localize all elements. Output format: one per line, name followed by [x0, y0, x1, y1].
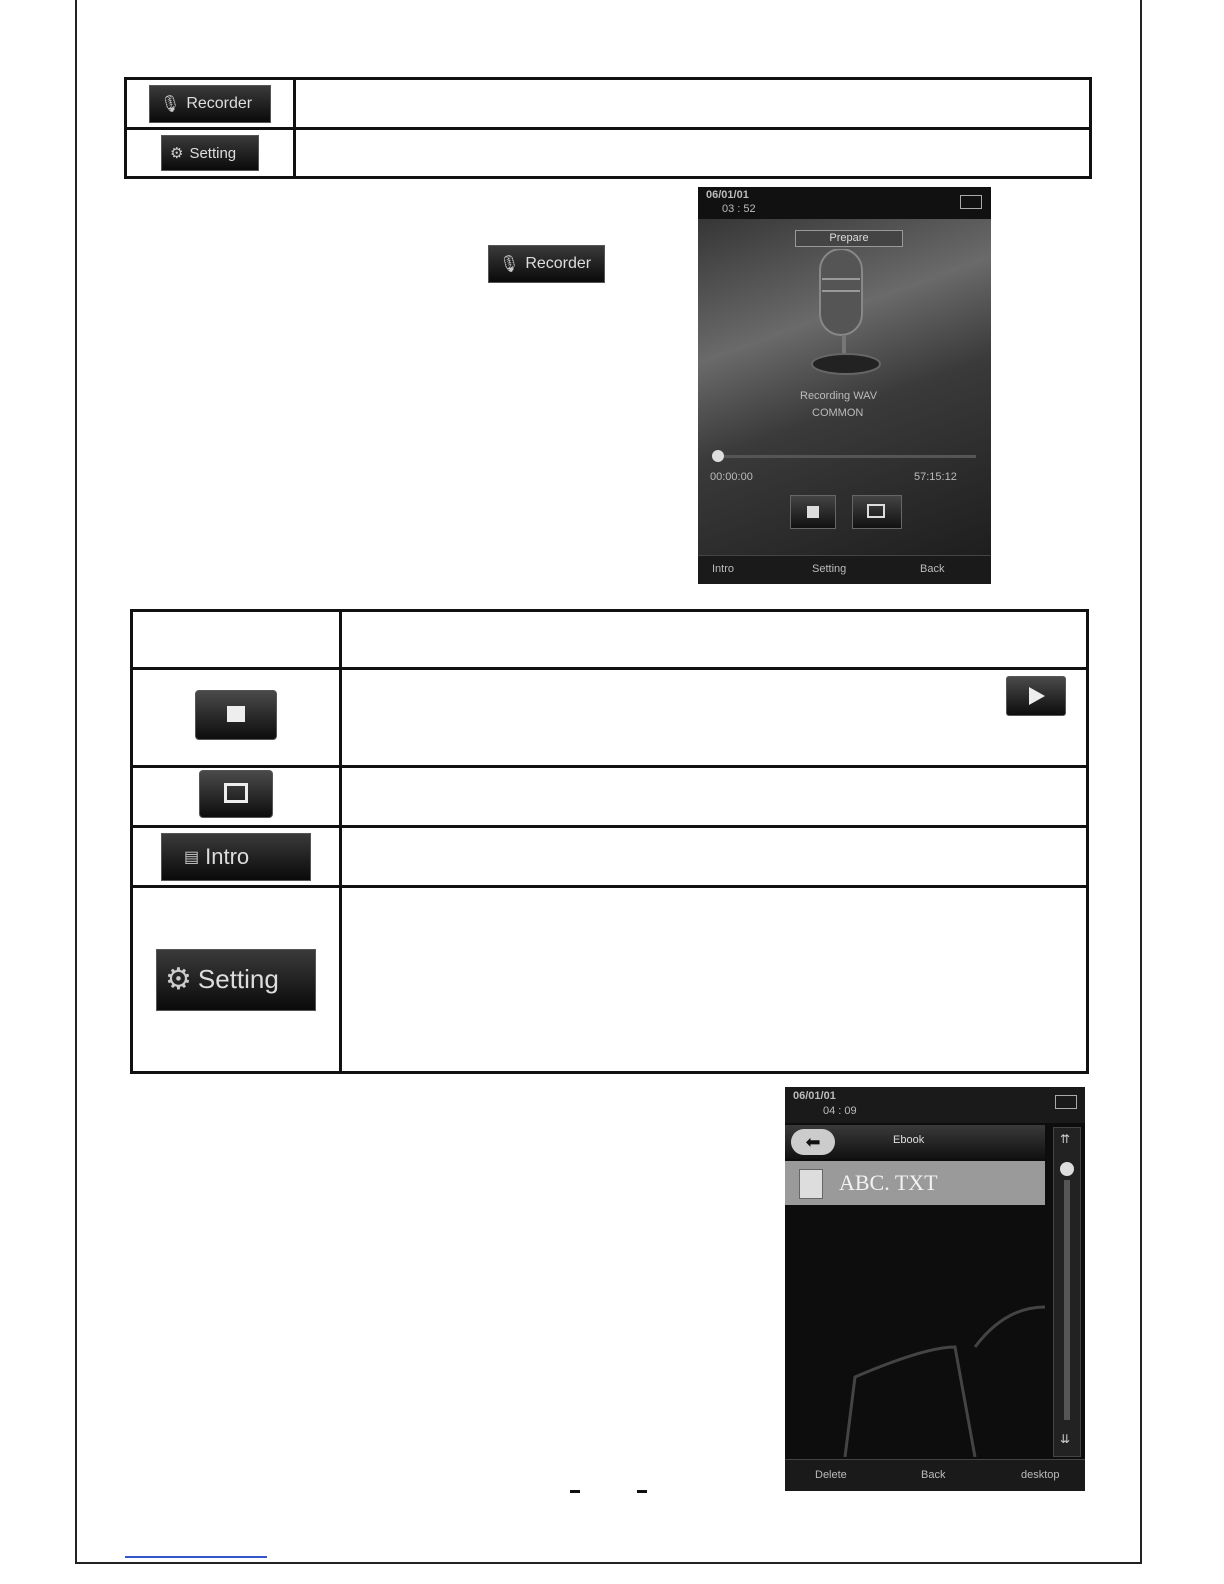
back-arrow-button[interactable]	[791, 1129, 835, 1155]
menu-back[interactable]: Back	[921, 1469, 946, 1481]
gear-icon: ⚙	[170, 145, 184, 162]
menu-setting[interactable]: Setting	[812, 563, 847, 575]
top-table-icon-cell	[126, 79, 295, 129]
remaining-time: 57:15:12	[914, 471, 957, 483]
play-button[interactable]	[1006, 676, 1066, 716]
controls-desc-cell	[341, 827, 1088, 887]
progress-track	[714, 455, 976, 458]
gear-icon: ⚙	[165, 963, 192, 996]
clock-date: 06/01/01	[706, 189, 749, 201]
page-border-right	[1140, 0, 1142, 1564]
back-arrow-icon: ⬅	[805, 1132, 821, 1152]
stop-icon	[227, 706, 245, 722]
page-border-bottom	[75, 1562, 1142, 1564]
controls-icon-cell	[132, 767, 341, 827]
bottom-menu	[698, 555, 991, 584]
background-graphic	[825, 1287, 1045, 1457]
footer-link-underline	[125, 1556, 267, 1558]
battery-icon	[1055, 1095, 1077, 1109]
intro-button[interactable]	[161, 833, 311, 881]
menu-intro[interactable]: Intro	[712, 563, 735, 575]
play-icon	[1029, 687, 1045, 705]
setting-button-label: Setting	[189, 144, 237, 162]
recorder-screenshot	[698, 187, 991, 584]
controls-desc-cell	[341, 887, 1088, 1073]
scroll-bottom-icon[interactable]: ⇊	[1060, 1432, 1071, 1446]
scrollbar[interactable]	[1053, 1127, 1081, 1457]
clock-time: 03 : 52	[722, 203, 756, 215]
top-table-desc-cell	[295, 79, 1091, 129]
controls-desc-cell	[341, 669, 1088, 767]
battery-icon	[960, 195, 982, 209]
menu-delete[interactable]: Delete	[815, 1469, 847, 1481]
recorder-icon: 🎙	[160, 95, 181, 113]
intro-button-label: Intro	[205, 843, 250, 869]
save-icon	[867, 504, 885, 518]
page-dash	[637, 1490, 647, 1493]
file-icon	[799, 1169, 823, 1199]
controls-icon-cell	[132, 827, 341, 887]
file-name: ABC. TXT	[839, 1170, 938, 1195]
stop-button[interactable]	[790, 495, 836, 529]
setting-button[interactable]	[161, 135, 259, 171]
controls-icon-cell	[132, 669, 341, 767]
clock-time: 04 : 09	[823, 1105, 857, 1117]
ebook-screenshot	[785, 1087, 1085, 1491]
top-table-icon-cell	[126, 129, 295, 178]
inline-recorder-button[interactable]	[488, 245, 605, 283]
scroll-thumb[interactable]	[1060, 1162, 1074, 1176]
page-dash	[570, 1490, 580, 1493]
bottom-menu	[785, 1459, 1085, 1491]
stop-icon	[807, 506, 819, 518]
inline-recorder-label: Recorder	[525, 255, 592, 272]
controls-table	[130, 609, 1089, 1074]
controls-header-cell	[341, 611, 1088, 669]
intro-icon: ▤	[184, 848, 200, 866]
recorder-button[interactable]	[149, 85, 271, 123]
setting-button-label: Setting	[197, 964, 279, 994]
progress-knob[interactable]	[712, 450, 724, 462]
clock-date: 06/01/01	[793, 1090, 836, 1102]
list-item[interactable]	[785, 1161, 1045, 1205]
top-table-desc-cell	[295, 129, 1091, 178]
page-border-left	[75, 0, 77, 1564]
recorder-button-label: Recorder	[186, 94, 253, 112]
elapsed-time: 00:00:00	[710, 471, 753, 483]
microphone-icon	[808, 249, 888, 379]
top-table	[124, 77, 1092, 179]
controls-header-cell	[132, 611, 341, 669]
stop-button[interactable]	[195, 690, 277, 740]
save-button[interactable]	[199, 770, 273, 818]
record-mode: COMMON	[812, 407, 864, 419]
recorder-icon: 🎙	[499, 256, 520, 273]
setting-button[interactable]	[156, 949, 316, 1011]
record-format: Recording WAV	[800, 390, 878, 402]
controls-icon-cell	[132, 887, 341, 1073]
scroll-track	[1064, 1180, 1070, 1420]
ebook-title: Ebook	[893, 1134, 925, 1146]
menu-desktop[interactable]: desktop	[1021, 1469, 1060, 1481]
save-button[interactable]	[852, 495, 902, 529]
menu-back[interactable]: Back	[920, 563, 945, 575]
status-label: Prepare	[795, 230, 903, 247]
save-icon	[224, 783, 248, 803]
controls-desc-cell	[341, 767, 1088, 827]
scroll-top-icon[interactable]: ⇈	[1060, 1132, 1071, 1146]
ebook-header	[785, 1125, 1045, 1159]
